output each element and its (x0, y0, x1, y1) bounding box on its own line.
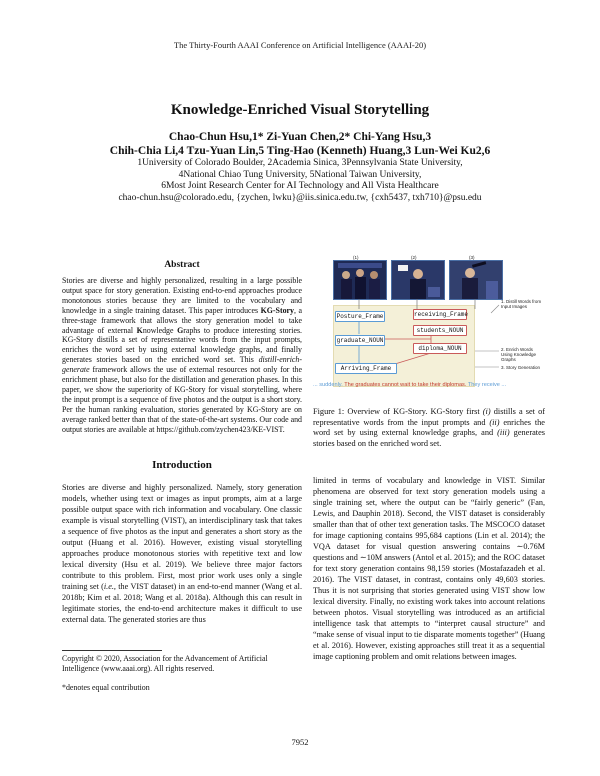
legend-enrich: 2. Enrich Words Using Knowledge Graphs (501, 347, 537, 363)
author-emails: chao-chun.hsu@colorado.edu, {zychen, lwku}@iis.sinica.edu.tw, {cxh5437, txh710}@psu.edu (118, 192, 482, 203)
affiliation-line-3: 6Most Joint Research Center for AI Technology and All Vista Healthcare (161, 181, 439, 191)
word-arriving-frame: Arriving_Frame (335, 363, 397, 374)
introduction-heading: Introduction (152, 459, 212, 471)
affiliations (60, 158, 540, 204)
footnote-rule (62, 650, 162, 651)
introduction-col1: Stories are diverse and highly personalized. Namely, story generation models, whether using text or images as input prompts, aim at a large possible output space with rich information and vocabulary. One classic example is visual storytelling (VIST), an interdisciplinary task that takes a sequence of five photos as the input and generates a short story as the output (Huang et al. 2016). However, existing visual storytelling approaches produce monotonous stories with repetitive text and low lexical diversity (Hsu et al. 2019). We believe three major factors contribute to this problem. First, most prior work uses only a single training set (i.e., the VIST dataset) in an end-to-end manner (Wang et al. 2018b; Kim et al. 2018; Wang et al. 2018a). Although this can result in legitimate stories, the end-to-end architecture makes it difficult to use external data. The generated stories are thus (62, 483, 302, 624)
story-middle: The graduates cannot wait to take their diplomas. (344, 382, 467, 388)
word-students-noun: students_NOUN (413, 325, 467, 336)
abstract-heading: Abstract (164, 260, 200, 270)
page-number: 7952 (291, 737, 309, 747)
figure-1 (313, 255, 545, 388)
affiliation-line-1: 1University of Colorado Boulder, 2Academia Sinica, 3Pennsylvania State University, (137, 158, 463, 168)
abstract-text: Stories are diverse and highly personalized, resulting in a large possible output space for story generation. Existing end-to-end approaches produce monotonous stories because they are limited to the vocabulary and knowledge in a single training dataset. This paper introduces KG-Story, a three-stage framework that allows the story generation model to take advantage of external Knowledge Graphs to produce interesting stories. KG-Story distills a set of representative words from the input prompts, enriches the word set by using external knowledge graphs, and finally generates stories based on the enriched word set. This distill-enrich-generate framework allows the use of external resources not only for the enrichment phase, but also for the distillation and generation phases. In this paper, we show the superiority of KG-Story for visual storytelling, where the input prompt is a sequence of five photos and the output is a short story. Per the human ranking evaluation, stories generated by KG-Story are on average ranked better than that of the state-of-the-art systems. Our code and output stories are available at https://github.com/zychen423/KE-VIST. (62, 276, 302, 434)
word-graduate-noun: graduate_NOUN (336, 337, 384, 344)
copyright-notice: Copyright © 2020, Association for the Advancement of Artificial Intelligence (www.aaai.org). All rights reserved. (62, 654, 268, 673)
author-line-2: Chih-Chia Li,4 Tzu-Yuan Lin,5 Ting-Hao (Kenneth) Huang,3 Lun-Wei Ku2,6 (109, 145, 491, 157)
equal-contribution-note: *denotes equal contribution (62, 683, 150, 692)
figure-1-caption: Figure 1: Overview of KG-Story. KG-Story first (i) distills a set of representative words from the input prompts and (ii) enriches the word set by using external knowledge graphs, and (iii) generates stories based on the enriched word set. (313, 407, 545, 448)
legend-distill: 1. Distill Words from Input Images (501, 299, 542, 310)
word-receiving-frame: receiving_Frame (414, 311, 469, 318)
story-end: They receive ... (467, 382, 507, 388)
introduction-col2: limited in terms of vocabulary and knowledge in VIST. Similar phenomena are observed for text story generation models using a single training set, where the output can be “fairly generic” (Fan, Lewis, and Dauphin 2018). Second, the VIST dataset is considerably smaller than that of other text generation tasks. The MSCOCO dataset for image captioning contains 995,684 captions (Lin et al. 2014); the VQA dataset for visual question answering contains ∼0.76M questions and ∼10M answers (Antol et al. 2015); and the ROC dataset for text story generation contains 98,159 stories (Mostafazadeh et al. 2016). The VIST dataset, in contrast, contains only 49,603 stories. Thus it is not surprising that stories generated using VIST show low lexical diversity. Finally, no existing work takes into account relations between photos. Visual storytelling was introduced as an artificial intelligence task that attempts to “interpret causal structure” and “make sense of visual input to tie disparate moments together” (Huang et al. 2016). However, existing approaches still treat it as a sequential image captioning problem and omit relations between images. (313, 476, 545, 661)
word-posture-frame: Posture_Frame (336, 313, 384, 320)
legend-generation: 3. Story Generation (501, 365, 541, 370)
generated-story (313, 382, 545, 388)
author-line-1: Chao-Chun Hsu,1* Zi-Yuan Chen,2* Chi-Yang Hsu,3 (168, 131, 432, 143)
conference-header: The Thirty-Fourth AAAI Conference on Artificial Intelligence (AAAI-20) (173, 40, 427, 50)
affiliation-line-2: 4National Chiao Tung University, 5National Taiwan University, (178, 169, 422, 180)
author-list (60, 130, 540, 158)
story-start: ... suddenly. (313, 382, 343, 388)
photo-label-3: (3) (469, 255, 475, 260)
photo-label-2: (2) (411, 255, 417, 260)
photo-label-1: (1) (353, 255, 359, 260)
paper-title: Knowledge-Enriched Visual Storytelling (170, 102, 430, 118)
word-diploma-noun: diploma_NOUN (413, 343, 467, 354)
